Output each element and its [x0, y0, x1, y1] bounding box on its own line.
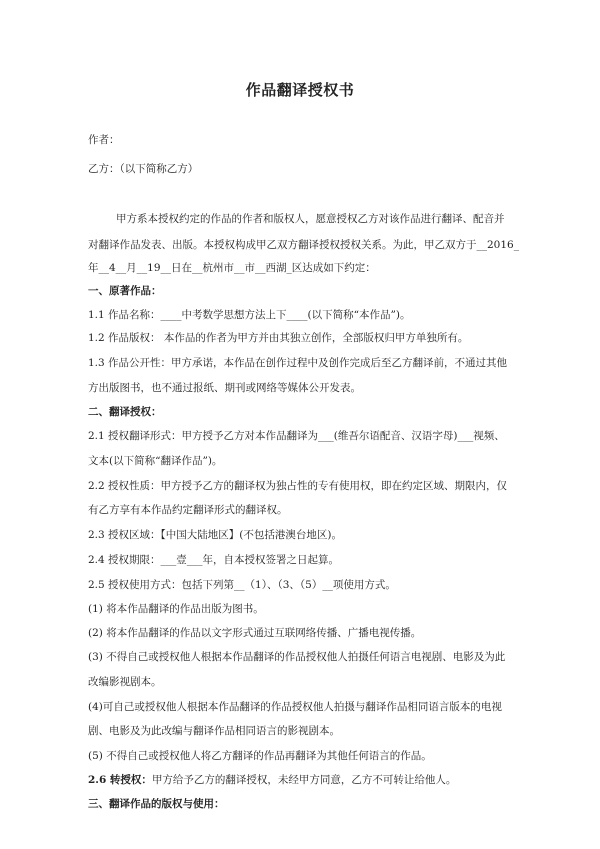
- section-1-item-3-line-1: 1.3 作品公开性：甲方承诺，本作品在创作过程中及创作完成后至乙方翻译前，不通过其他: [88, 357, 508, 369]
- section-2-item-5: 2.5 授权使用方式：包括下列第__（1）、（3、（5）__项使用方式。: [88, 579, 396, 591]
- sublicense-label: 2.6 转授权：: [88, 774, 152, 786]
- use-method-1: (1) 将本作品翻译的作品出版为图书。: [88, 603, 264, 615]
- use-method-5: (5) 不得自己或授权他人将乙方翻译的作品再翻译为其他任何语言的作品。: [88, 750, 432, 762]
- use-method-2: (2) 将本作品翻译的作品以文字形式通过互联网络传播、广播电视传播。: [88, 627, 422, 639]
- section-2-item-2-line-2: 有乙方享有本作品约定翻译形式的翻译权。: [88, 504, 288, 516]
- intro-line-3: 年__4__月__19__日在__杭州市__市__西湖_区达成如下约定：: [88, 262, 376, 274]
- section-2-item-1-line-2: 文本(以下简称“翻译作品”)。: [88, 455, 223, 467]
- section-1-item-1: 1.1 作品名称：____中考数学思想方法上下____(以下简称“本作品”)。: [88, 309, 411, 321]
- section-1-heading: 一、原著作品：: [88, 285, 162, 297]
- section-2-item-1-line-1: 2.1 授权翻译形式：甲方授予乙方对本作品翻译为___(维吾尔语配音、汉语字母)___视频、: [88, 430, 505, 442]
- use-method-4-line-2: 剧、电影及为此改编与翻译作品相同语言的影视剧本。: [88, 725, 340, 737]
- use-method-3-line-2: 改编影视剧本。: [88, 676, 162, 688]
- sublicense-text: 甲方给予乙方的翻译授权，未经甲方同意，乙方不可转让给他人。: [151, 774, 457, 786]
- section-1-item-2: 1.2 作品版权： 本作品的作者为甲方并由其独立创作，全部版权归甲方单独所有。: [88, 332, 469, 344]
- section-1-item-3-line-2: 方出版图书，也不通过报纸、期刊或网络等媒体公开发表。: [88, 382, 361, 394]
- document-title: 作品翻译授权书: [245, 81, 355, 99]
- use-method-4-line-1: (4)可自己或授权他人根据本作品翻译的作品授权他人拍摄与翻译作品相同语言版本的电视: [88, 701, 502, 713]
- section-2-item-2-line-1: 2.2 授权性质：甲方授予乙方的翻译权为独占性的专有使用权，即在约定区域、期限内，仅: [88, 480, 508, 492]
- intro-line-1: 甲方系本授权约定的作品的作者和版权人，愿意授权乙方对该作品进行翻译、配音并: [116, 213, 505, 225]
- party-b-label: 乙方：（以下简称乙方）: [88, 163, 199, 175]
- section-2-item-4: 2.4 授权期限：___壹___年，自本授权签署之日起算。: [88, 554, 340, 566]
- section-2-item-3: 2.3 授权区域：【中国大陆地区】(不包括港澳台地区)。: [88, 529, 342, 541]
- author-label: 作者：: [88, 134, 120, 146]
- section-3-heading: 三、翻译作品的版权与使用：: [88, 798, 225, 810]
- section-2-heading: 二、翻译授权：: [88, 406, 162, 418]
- section-2-item-6: [88, 773, 528, 787]
- intro-line-2: 对翻译作品发表、出版。本授权构成甲乙双方翻译授权授权关系。为此，甲乙双方于__2016_: [88, 239, 519, 251]
- use-method-3-line-1: (3) 不得自己或授权他人根据本作品翻译的作品授权他人拍摄任何语言电视剧、电影及为此: [88, 651, 506, 663]
